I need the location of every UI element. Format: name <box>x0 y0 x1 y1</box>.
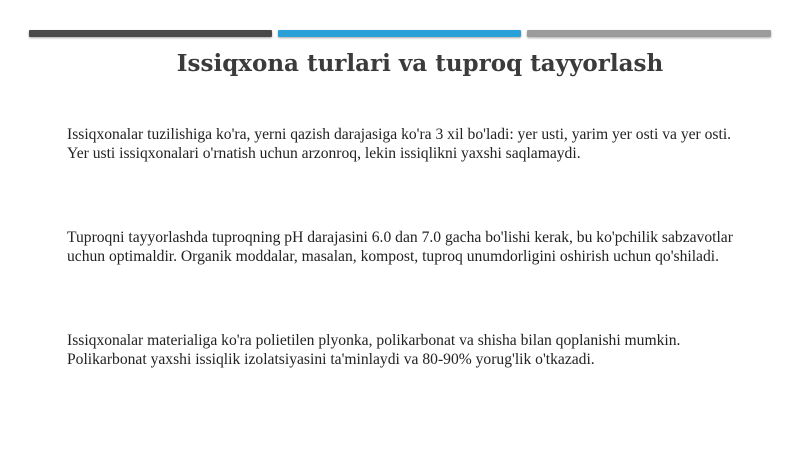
accent-bar-gray <box>527 30 771 37</box>
accent-bar-dark <box>29 30 272 37</box>
paragraph-covering-materials: Issiqxonalar materialiga ko'ra polietilen plyonka, polikarbonat va shisha bilan qoplanishi mumkin. Polikarbonat yaxshi issiqlik izolatsiyasini ta'minlaydi va 80-90% yorug'lik o'tkazadi. <box>67 332 681 368</box>
header-accent-bars <box>29 30 771 38</box>
accent-bar-blue <box>278 30 521 37</box>
paragraph-greenhouse-types: Issiqxonalar tuzilishiga ko'ra, yerni qazish darajasiga ko'ra 3 xil bo'ladi: yer usti, yarim yer osti va yer osti. Yer usti issiqxonalari o'rnatish uchun arzonroq, lekin issiqlikni yaxshi saqlamaydi. <box>67 126 732 162</box>
slide-title: Issiqxona turlari va tuproq tayyorlash <box>176 50 664 77</box>
paragraph-soil-preparation: Tuproqni tayyorlashda tuproqning pH darajasini 6.0 dan 7.0 gacha bo'lishi kerak, bu ko'pchilik sabzavotlar uchun optimaldir. Organik moddalar, masalan, kompost, tuproq unumdorligini oshirish uchun qo'shiladi. <box>67 229 733 265</box>
